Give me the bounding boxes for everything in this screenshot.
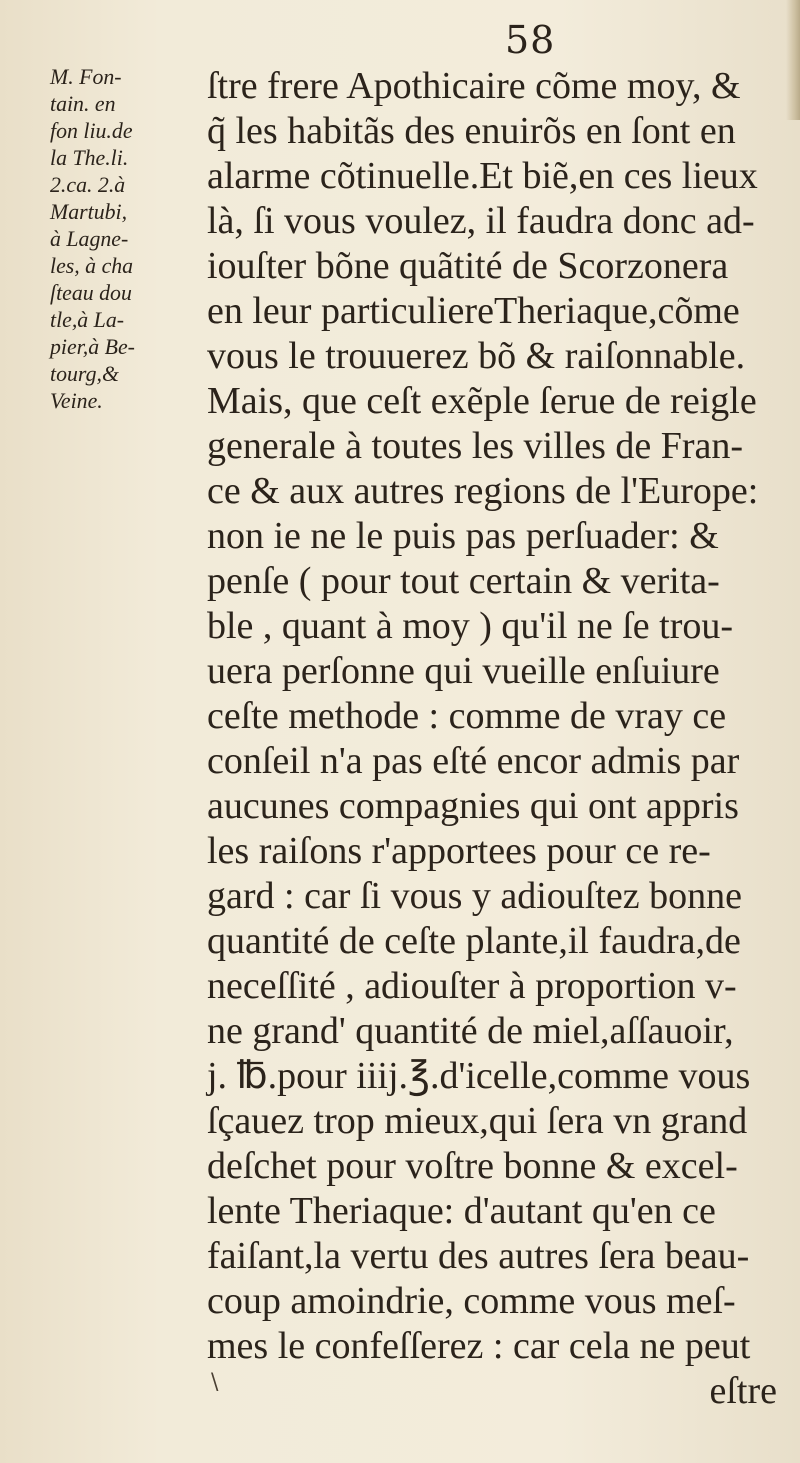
margin-note-line: pier,à Be- [50, 335, 135, 359]
margin-note-line: Veine. [50, 389, 103, 413]
margin-note-line: tain. en [50, 92, 116, 116]
margin-note-line: Martubi, [50, 200, 128, 224]
margin-note-line: M. Fon- [50, 65, 122, 89]
margin-notes [50, 64, 210, 415]
margin-note-line: tourg,& [50, 362, 119, 386]
text-line: ble , quant à moy ) qu'il ne ſe trou- [207, 605, 734, 647]
body-text [207, 64, 777, 1414]
text-line: aucunes compagnies qui ont appris [207, 785, 739, 827]
text-line: là, ſi vous voulez, il faudra donc ad- [207, 200, 755, 242]
text-line: ne grand' quantité de miel,aſſauoir, [207, 1010, 734, 1052]
margin-note-line: fon liu.de [50, 119, 133, 143]
text-line: ſtre frere Apothicaire cõme moy, & [207, 65, 741, 107]
text-line: Mais, que ceſt exẽple ſerue de reigle [207, 380, 757, 422]
margin-note-line: à Lagne- [50, 227, 129, 251]
text-line: lente Theriaque: d'autant qu'en ce [207, 1190, 716, 1232]
text-line: ſçauez trop mieux,qui ſera vn grand [207, 1100, 748, 1142]
text-line: generale à toutes les villes de Fran- [207, 425, 744, 467]
text-line: deſchet pour voſtre bonne & excel- [207, 1145, 738, 1187]
text-line: conſeil n'a pas eſté encor admis par [207, 740, 740, 782]
page-number: 58 [505, 18, 556, 62]
text-line: les raiſons r'apportees pour ce re- [207, 830, 711, 872]
text-line: coup amoindrie, comme vous meſ- [207, 1280, 736, 1322]
text-line: j. ℔.pour iiij.℥.d'icelle,comme vous [207, 1055, 751, 1097]
text-line: ceſte methode : comme de vray ce [207, 695, 727, 737]
text-line: penſe ( pour tout certain & verita- [207, 560, 720, 602]
text-line: iouſter bõne quãtité de Scorzonera [207, 245, 729, 287]
margin-note-line: 2.ca. 2.à [50, 173, 126, 197]
margin-note-line: la The.li. [50, 146, 129, 170]
text-line: non ie ne le puis pas perſuader: & [207, 515, 719, 557]
text-line: ce & aux autres regions de l'Europe: [207, 470, 759, 512]
margin-note-line: ſteau dou [50, 281, 132, 305]
text-line: uera perſonne qui vueille enſuiure [207, 650, 720, 692]
stray-mark: \ [211, 1370, 219, 1395]
text-line: alarme cõtinuelle.Et biẽ,en ces lieux [207, 155, 758, 197]
margin-note-line: tle,à La- [50, 308, 125, 332]
text-line: neceſſité , adiouſter à proportion v- [207, 965, 737, 1007]
text-line: mes le confeſſerez : car cela ne peut [207, 1325, 751, 1367]
text-line: vous le trouuerez bõ & raiſonnable. [207, 335, 746, 377]
text-line: en leur particuliereTheriaque,cõme [207, 290, 740, 332]
text-line: quantité de ceſte plante,il faudra,de [207, 920, 741, 962]
text-line: eſtre [709, 1370, 777, 1412]
text-line: faiſant,la vertu des autres ſera beau- [207, 1235, 750, 1277]
text-line: gard : car ſi vous y adiouſtez bonne [207, 875, 743, 917]
margin-note-line: les, à cha [50, 254, 134, 278]
text-line: q̃ les habitãs des enuirõs en ſont en [207, 110, 736, 152]
page-edge-shadow [786, 0, 800, 120]
